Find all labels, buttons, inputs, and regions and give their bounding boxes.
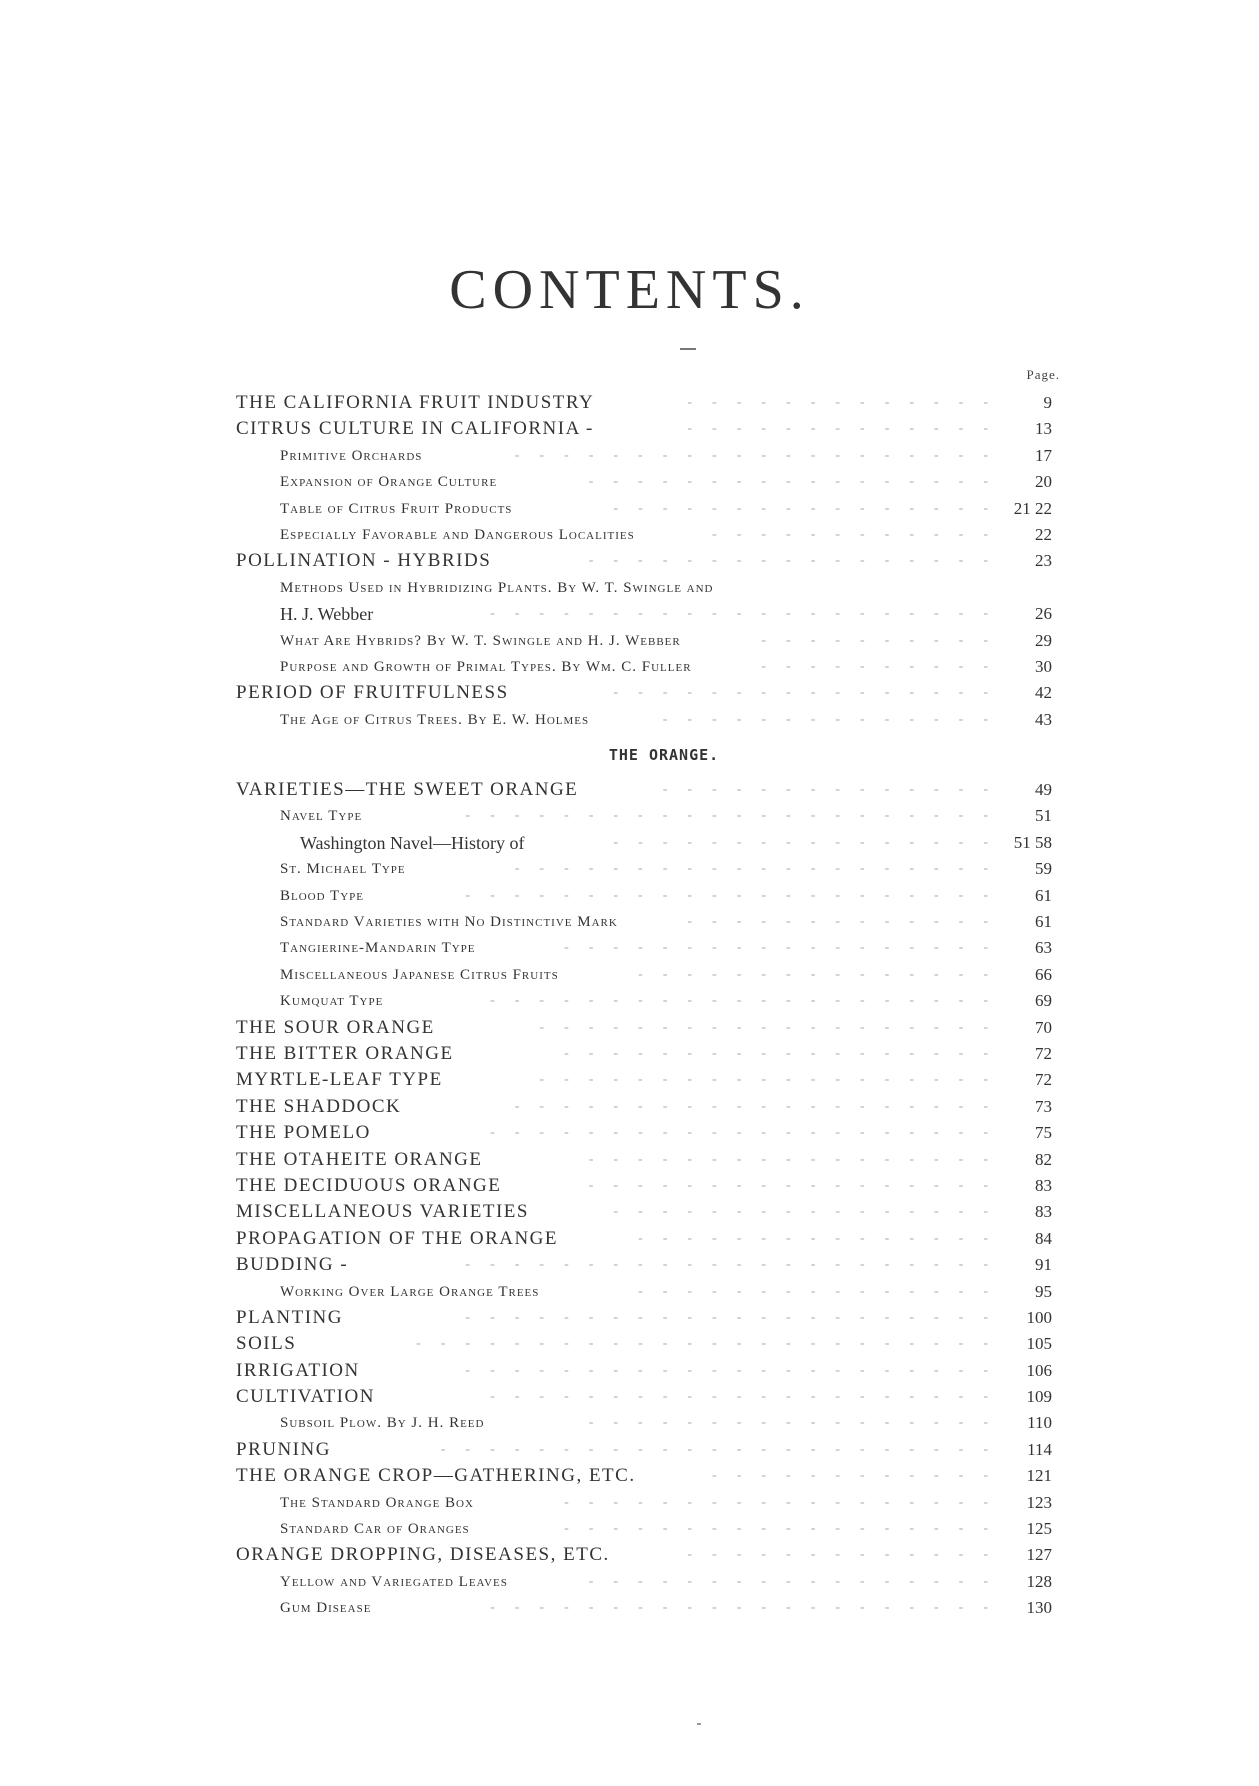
toc-entry-page: 130 [1026,1598,1052,1618]
toc-entry-page: 83 [1035,1202,1052,1222]
toc-entry-page: 9 [1043,393,1052,412]
toc-entry [236,1331,1052,1357]
toc-entry [236,1358,1052,1384]
leader-dots: -------------------- [514,447,1008,463]
toc-entry-title: BUDDING - [236,1254,349,1276]
toc-entry-page: 21 22 [1013,498,1052,518]
toc-entry-title: What Are Hybrids? By W. T. Swingle and H. J. Webber [280,632,681,649]
leader-dots: ---------------------- [465,1309,1008,1325]
leader-dots: ---------------- [613,834,1008,850]
leader-dots: ----------------- [588,474,1008,490]
toc-entry-title: IRRIGATION [236,1359,360,1381]
leader-dots: ---------------- [613,685,1008,701]
toc-entry-title: THE SOUR ORANGE [236,1016,435,1038]
toc-entry-page: 20 [1035,472,1052,492]
toc-entry-title: Tangierine-Mandarin Type [280,940,476,957]
toc-entry [236,707,1052,733]
toc-entry-page: 30 [1035,656,1052,676]
title-divider [680,348,696,350]
toc-entry [236,654,1052,680]
toc-entry-title: VARIETIES—THE SWEET ORANGE [236,779,579,801]
toc-entry [236,1569,1052,1595]
toc-entry [236,988,1052,1014]
toc-entry [236,856,1052,882]
leader-dots: --------------------- [490,606,1008,622]
toc-entry-page: 73 [1035,1096,1052,1116]
toc-entry-page: 114 [1027,1439,1052,1459]
toc-entry-title: THE CALIFORNIA FRUIT INDUSTRY [236,392,595,413]
toc-entry [236,1252,1052,1278]
toc-entry-page: 123 [1026,1492,1052,1512]
toc-entry-page: 26 [1035,604,1052,624]
leader-dots: -------------------- [514,1098,1008,1114]
leader-dots: ------------- [687,421,1008,437]
toc-entry [236,1226,1052,1252]
toc-entry-page: 17 [1035,445,1052,465]
toc-entry [236,909,1052,935]
leader-dots: ----------------------- [440,1441,1008,1457]
toc-entry [236,575,1052,601]
toc-entry-title: Methods Used in Hybridizing Plants. By W. T. Swingle and [280,579,714,596]
toc-entry-page: 29 [1035,630,1052,650]
toc-entry-page: 70 [1035,1017,1052,1037]
toc-entry-page: 42 [1035,683,1052,703]
toc-entry [236,1305,1052,1331]
toc-entry [236,1041,1052,1067]
leader-dots: --------------- [638,1230,1008,1246]
leader-dots: ------------ [712,1468,1008,1484]
leader-dots: ---------- [761,658,1008,674]
leader-dots: ---------------- [613,1204,1008,1220]
footer-mark [697,1723,701,1725]
leader-dots: --------------------- [490,1600,1008,1616]
toc-entry-title: Standard Car of Oranges [280,1521,470,1538]
toc-entry-title: The Standard Orange Box [280,1494,474,1511]
leader-dots: -------------- [662,711,1008,727]
toc-entry-title: The Age of Citrus Trees. By E. W. Holmes [280,711,590,728]
toc-entry-page: 51 58 [1013,832,1052,852]
leader-dots: -------------- [662,782,1008,798]
toc-entry-title: THE POMELO [236,1122,371,1144]
leader-dots: ------------ [712,526,1008,542]
toc-entry [236,1094,1052,1120]
leader-dots: --------------------- [490,1389,1008,1405]
leader-dots: -------------------- [514,861,1008,877]
toc-part-general [236,390,1052,733]
toc-entry [236,777,1052,803]
section-heading-orange: THE ORANGE. [608,746,720,765]
toc-entry-page: 72 [1035,1043,1052,1063]
toc-entry-title: THE OTAHEITE ORANGE [236,1148,483,1170]
toc-entry-title: Navel Type [280,808,363,825]
table-of-contents [236,390,1052,1622]
toc-entry [236,1120,1052,1146]
toc-entry [236,1490,1052,1516]
toc-entry-page: 61 [1035,885,1052,905]
toc-entry-title: Washington Navel—History of [300,832,525,853]
toc-entry [236,469,1052,495]
toc-entry [236,496,1052,522]
toc-entry-page: 100 [1026,1307,1052,1327]
leader-dots: ------------- [687,914,1008,930]
toc-entry-title: THE SHADDOCK [236,1095,402,1117]
toc-entry-title: Expansion of Orange Culture [280,474,498,491]
toc-entry [236,1147,1052,1173]
toc-entry [236,1384,1052,1410]
leader-dots: ---------------- [613,500,1008,516]
toc-entry-page: 82 [1035,1149,1052,1169]
leader-dots: ------------- [687,1547,1008,1563]
toc-entry-title: PRUNING [236,1438,331,1460]
toc-entry-page: 63 [1035,938,1052,958]
leader-dots: ----------------- [588,1151,1008,1167]
toc-entry [236,1173,1052,1199]
toc-entry-page: 59 [1035,859,1052,879]
toc-entry-page: 75 [1035,1123,1052,1143]
toc-entry-title: Miscellaneous Japanese Citrus Fruits [280,966,559,983]
toc-entry-title: POLLINATION - HYBRIDS [236,550,492,572]
toc-entry-title: THE BITTER ORANGE [236,1042,454,1064]
toc-part-orange [236,777,1052,1622]
toc-entry-page: 91 [1035,1255,1052,1275]
leader-dots: ---------- [761,632,1008,648]
toc-entry [236,601,1052,627]
toc-entry-title: PLANTING [236,1306,343,1328]
toc-entry-page: 121 [1026,1466,1052,1486]
toc-entry [236,416,1052,442]
toc-entry-title: Kumquat Type [280,993,384,1010]
toc-entry [236,1410,1052,1436]
toc-entry-title: Gum Disease [280,1600,372,1617]
toc-entry-page: 13 [1035,419,1052,439]
leader-dots: ------------------------ [416,1336,1008,1352]
toc-entry-title: THE ORANGE CROP—GATHERING, ETC. [236,1465,636,1487]
toc-entry [236,680,1052,706]
toc-entry-title: Standard Varieties with No Distinctive Mark [280,914,618,931]
toc-entry [236,443,1052,469]
toc-entry-page: 110 [1027,1413,1052,1433]
toc-entry [236,1015,1052,1041]
toc-entry-page: 127 [1026,1545,1052,1565]
toc-entry [236,628,1052,654]
leader-dots: ----------------- [588,1177,1008,1193]
toc-entry-page: 84 [1035,1228,1052,1248]
toc-entry-page: 109 [1026,1387,1052,1407]
leader-dots: ---------------------- [465,887,1008,903]
toc-entry-title: CULTIVATION [236,1386,375,1408]
leader-dots: --------------- [638,1283,1008,1299]
toc-entry-title: MISCELLANEOUS VARIETIES [236,1201,529,1223]
toc-entry-title: St. Michael Type [280,861,406,878]
toc-entry-page: 61 [1035,912,1052,932]
toc-entry-title: Table of Citrus Fruit Products [280,500,513,517]
leader-dots: ----------------- [588,1573,1008,1589]
toc-entry [236,390,1052,416]
toc-entry [236,1463,1052,1489]
toc-entry-title: ORANGE DROPPING, DISEASES, ETC. [236,1544,610,1566]
toc-entry-page: 83 [1035,1175,1052,1195]
leader-dots: ------------------ [564,1494,1008,1510]
leader-dots: ------------------ [564,1045,1008,1061]
toc-entry-title: CITRUS CULTURE IN CALIFORNIA - [236,418,594,440]
toc-entry-page: 128 [1026,1571,1052,1591]
toc-entry [236,935,1052,961]
toc-entry [236,1516,1052,1542]
toc-entry [236,548,1052,574]
leader-dots: ---------------------- [465,808,1008,824]
toc-entry-title: Especially Favorable and Dangerous Localities [280,526,635,543]
toc-entry [236,883,1052,909]
toc-entry [236,1067,1052,1093]
toc-entry [236,962,1052,988]
toc-entry-page: 95 [1035,1281,1052,1301]
toc-entry-title: Blood Type [280,887,364,904]
toc-entry [236,522,1052,548]
toc-entry-title: H. J. Webber [280,604,374,625]
leader-dots: ----------------- [588,553,1008,569]
toc-entry-title: Purpose and Growth of Primal Types. By Wm. C. Fuller [280,658,692,675]
leader-dots: --------------- [638,966,1008,982]
toc-entry [236,1279,1052,1305]
leader-dots: ---------------------- [465,1362,1008,1378]
toc-entry [236,1199,1052,1225]
toc-entry-title: PERIOD OF FRUITFULNESS [236,682,509,704]
toc-entry-title: Yellow and Variegated Leaves [280,1573,508,1590]
toc-entry-title: Primitive Orchards [280,447,423,464]
toc-entry-page: 22 [1035,524,1052,544]
toc-entry-page: 69 [1035,991,1052,1011]
leader-dots: ------------------ [564,940,1008,956]
leader-dots: ------------- [687,395,1008,410]
toc-entry [236,1437,1052,1463]
toc-entry-title: Working Over Large Orange Trees [280,1283,540,1300]
leader-dots: ------------------- [539,1019,1008,1035]
leader-dots: ------------------ [564,1521,1008,1537]
toc-entry-page: 125 [1026,1519,1052,1539]
page-column-heading: Page. [1026,367,1060,382]
toc-entry-title: MYRTLE-LEAF TYPE [236,1069,443,1091]
toc-entry-title: THE DECIDUOUS ORANGE [236,1174,502,1196]
toc-entry-page: 105 [1026,1334,1052,1354]
leader-dots: ----------------- [588,1415,1008,1431]
toc-entry-title: PROPAGATION OF THE ORANGE [236,1227,559,1249]
toc-entry-page: 49 [1035,780,1052,800]
toc-entry [236,1595,1052,1621]
toc-entry [236,803,1052,829]
toc-entry-page: 51 [1035,806,1052,826]
toc-entry-page: 43 [1035,709,1052,729]
leader-dots: ------------------- [539,1072,1008,1088]
toc-entry-title: Subsoil Plow. By J. H. Reed [280,1415,485,1432]
toc-entry [236,1542,1052,1568]
toc-entry-title: SOILS [236,1333,297,1355]
toc-entry-page: 23 [1035,551,1052,571]
page-title: CONTENTS. [449,259,810,321]
toc-entry [236,830,1052,856]
toc-entry-page: 106 [1026,1360,1052,1380]
leader-dots: ---------------------- [465,1257,1008,1273]
leader-dots: --------------------- [490,1125,1008,1141]
toc-entry-page: 72 [1035,1070,1052,1090]
toc-entry-page: 66 [1035,964,1052,984]
leader-dots: --------------------- [490,993,1008,1009]
